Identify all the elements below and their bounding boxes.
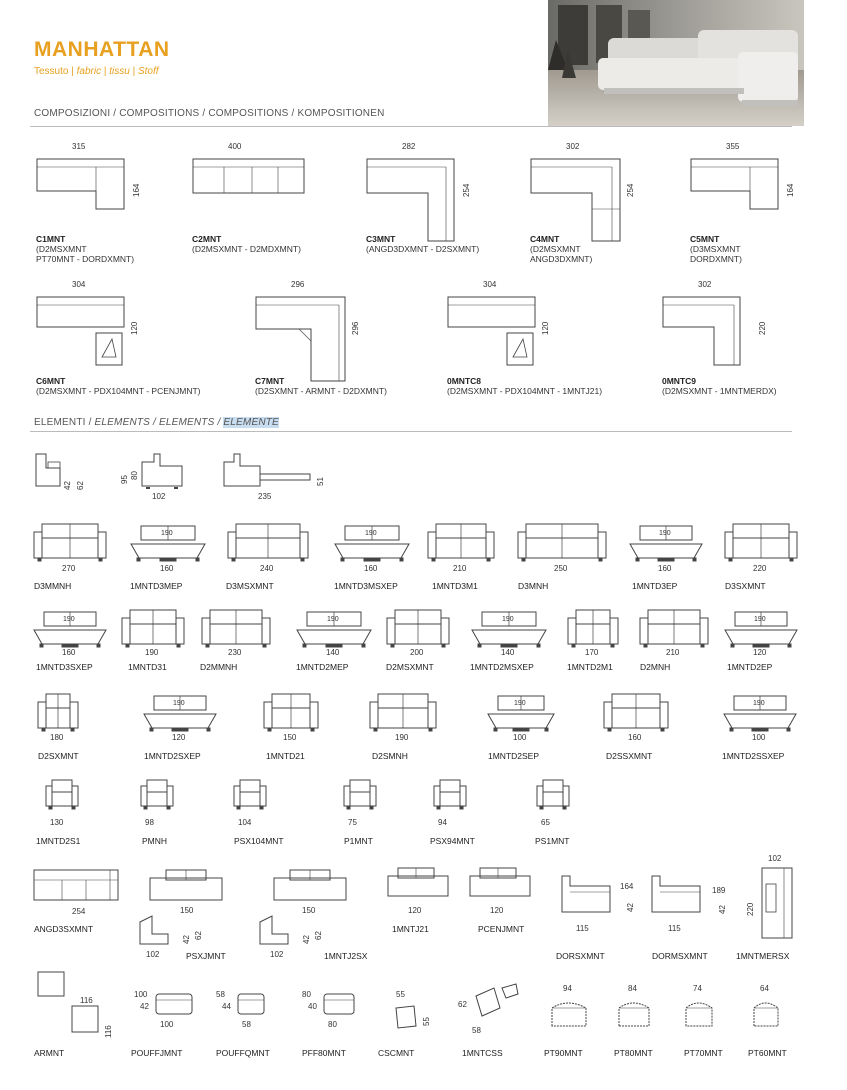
composition-c4mnt-height: 254 bbox=[626, 183, 635, 197]
element-psxjmnt-drawing bbox=[150, 866, 230, 906]
composition-c5mnt-desc2: DORDXMNT) bbox=[690, 254, 742, 264]
element-psx94mnt-drawing bbox=[434, 778, 474, 818]
composition-c6mnt-code: C6MNT bbox=[36, 376, 66, 386]
armrest-dim-42: 42 bbox=[63, 481, 72, 490]
composition-c4mnt-desc1: (D2MSXMNT bbox=[530, 244, 581, 254]
element-pt60mnt-drawing bbox=[752, 996, 788, 1036]
element-1mntcss-h: 62 bbox=[458, 1000, 467, 1009]
element-pt80mnt-label: PT80MNT bbox=[614, 1048, 653, 1058]
element-dormsxmnt-d: 42 bbox=[718, 905, 727, 914]
element-1mntmersx-drawing bbox=[762, 866, 802, 942]
composition-c4mnt-width: 302 bbox=[566, 142, 580, 151]
element-1mntcss-label: 1MNTCSS bbox=[462, 1048, 503, 1058]
element-d2ssxmnt-drawing bbox=[604, 692, 678, 738]
elements-heading bbox=[34, 417, 279, 428]
subtitle-en: fabric bbox=[76, 66, 102, 77]
seat-dim-95: 95 bbox=[120, 475, 129, 484]
subtitle-de: Stoff bbox=[137, 66, 159, 77]
element-psxjmnt-depth: 102 bbox=[146, 950, 160, 959]
material-subtitle: Tessuto | fabric | tissu | Stoff bbox=[34, 66, 159, 77]
compositions-divider bbox=[30, 126, 792, 127]
composition-c5mnt-code: C5MNT bbox=[690, 234, 720, 244]
composition-c1mnt-code: C1MNT bbox=[36, 234, 66, 244]
composition-c5mnt-width: 355 bbox=[726, 142, 740, 151]
element-1mntj2sx-label: 1MNTJ2SX bbox=[324, 951, 368, 961]
element-1mntd21-width: 150 bbox=[283, 733, 297, 742]
element-pouffqmnt-drawing bbox=[238, 992, 274, 1022]
element-1mntd31-label: 1MNTD31 bbox=[128, 662, 167, 672]
element-1mntd2ep-label: 1MNTD2EP bbox=[727, 662, 773, 672]
element-d2sxmnt-drawing bbox=[38, 692, 88, 738]
element-pt90mnt-label: PT90MNT bbox=[544, 1048, 583, 1058]
seat-dim-80: 80 bbox=[130, 471, 139, 480]
element-1mntj2sx-depth: 102 bbox=[270, 950, 284, 959]
element-armnt-width: 116 bbox=[80, 996, 93, 1005]
element-1mntd3msxep-drawing bbox=[335, 522, 419, 568]
element-cscmnt-drawing bbox=[392, 1004, 422, 1034]
element-pt80mnt-width: 84 bbox=[628, 984, 637, 993]
element-psx94mnt-width: 94 bbox=[438, 818, 447, 827]
element-dormsxmnt-label: DORMSXMNT bbox=[652, 951, 708, 961]
element-1mntd3sxep-width: 160 bbox=[62, 648, 76, 657]
element-1mntd2sep-drawing bbox=[488, 692, 564, 738]
element-d3mnh-drawing bbox=[518, 522, 616, 568]
element-d2mmnh-width: 230 bbox=[228, 648, 242, 657]
composition-c4mnt-code: C4MNT bbox=[530, 234, 560, 244]
element-pt90mnt-width: 94 bbox=[563, 984, 572, 993]
element-pouffjmnt-width: 100 bbox=[160, 1020, 174, 1029]
element-1mntd21-drawing bbox=[264, 692, 328, 738]
element-pcenjmnt-width: 120 bbox=[490, 906, 504, 915]
composition-0mntc8-code: 0MNTC8 bbox=[447, 376, 482, 386]
element-1mntd3msxep-seat: 190 bbox=[365, 530, 377, 537]
element-d3sxmnt-drawing bbox=[725, 522, 807, 568]
sofa-photo bbox=[548, 0, 804, 126]
element-d2smnh-label: D2SMNH bbox=[372, 751, 408, 761]
element-1mntd2mep-width: 140 bbox=[326, 648, 340, 657]
element-pt60mnt-label: PT60MNT bbox=[748, 1048, 787, 1058]
composition-c3mnt-desc1: (ANGD3DXMNT - D2SXMNT) bbox=[366, 244, 480, 254]
element-1mntd2msxep-seat: 190 bbox=[502, 616, 514, 623]
element-1mntd2ssxep-label: 1MNTD2SSXEP bbox=[722, 751, 785, 761]
element-1mntd2ssxep-drawing bbox=[724, 692, 806, 738]
element-psx104mnt-drawing bbox=[234, 778, 274, 818]
element-1mntd3ep-drawing bbox=[630, 522, 712, 568]
element-1mntd3m1-drawing bbox=[428, 522, 504, 568]
composition-c1mnt-height: 164 bbox=[132, 183, 141, 197]
composition-c5mnt-height: 164 bbox=[786, 183, 795, 197]
element-pouffjmnt-h1: 100 bbox=[134, 990, 148, 999]
element-dormsxmnt-drawing bbox=[650, 872, 710, 922]
composition-c3mnt-height: 254 bbox=[462, 183, 471, 197]
composition-c2mnt-desc1: (D2MSXMNT - D2MDXMNT) bbox=[192, 244, 301, 254]
element-1mntd3mep-drawing bbox=[131, 522, 215, 568]
element-1mntd3sxep-label: 1MNTD3SXEP bbox=[36, 662, 93, 672]
element-1mntd2mep-label: 1MNTD2MEP bbox=[296, 662, 349, 672]
element-dorsxmnt-h: 164 bbox=[620, 882, 634, 891]
element-1mntd2m1-width: 170 bbox=[585, 648, 599, 657]
element-pff80mnt-label: PFF80MNT bbox=[302, 1048, 346, 1058]
seat-profile-drawing bbox=[138, 450, 186, 494]
page-title: MANHATTAN bbox=[34, 38, 170, 61]
subtitle-it: Tessuto bbox=[34, 66, 69, 77]
element-1mntd3mep-label: 1MNTD3MEP bbox=[130, 581, 183, 591]
extended-dim-235: 235 bbox=[258, 492, 272, 501]
element-1mntj2sx-d1: 42 bbox=[302, 935, 311, 944]
element-pff80mnt-drawing bbox=[324, 992, 364, 1022]
element-1mntd2msxep-label: 1MNTD2MSXEP bbox=[470, 662, 534, 672]
element-1mntd2sep-seat: 190 bbox=[514, 700, 526, 707]
element-angd3sxmnt-label: ANGD3SXMNT bbox=[34, 924, 94, 934]
element-d2msxmnt-width: 200 bbox=[410, 648, 424, 657]
element-pt70mnt-drawing bbox=[684, 996, 722, 1036]
extended-seat-drawing bbox=[222, 452, 322, 492]
element-d3msxmnt-width: 240 bbox=[260, 564, 274, 573]
element-d3sxmnt-width: 220 bbox=[753, 564, 767, 573]
composition-0mntc9-code: 0MNTC9 bbox=[662, 376, 697, 386]
composition-c1mnt-desc1: (D2MSXMNT bbox=[36, 244, 87, 254]
elements-heading-de: ELEMENTE bbox=[223, 417, 279, 428]
element-1mntd2m1-label: 1MNTD2M1 bbox=[567, 662, 613, 672]
element-dorsxmnt-drawing bbox=[560, 872, 620, 922]
elements-divider bbox=[30, 431, 792, 432]
element-pt70mnt-width: 74 bbox=[693, 984, 702, 993]
element-pouffjmnt-label: POUFFJMNT bbox=[131, 1048, 183, 1058]
element-ps1mnt-label: PS1MNT bbox=[535, 836, 570, 846]
element-1mntd2sxep-label: 1MNTD2SXEP bbox=[144, 751, 201, 761]
element-p1mnt-drawing bbox=[344, 778, 384, 818]
composition-c7mnt-width: 296 bbox=[291, 280, 305, 289]
composition-c7mnt-code: C7MNT bbox=[255, 376, 285, 386]
element-d2ssxmnt-label: D2SSXMNT bbox=[606, 751, 653, 761]
element-1mntd2sep-label: 1MNTD2SEP bbox=[488, 751, 540, 761]
element-angd3sxmnt-drawing bbox=[34, 866, 124, 906]
element-pmnh-width: 98 bbox=[145, 818, 154, 827]
element-cscmnt-label: CSCMNT bbox=[378, 1048, 415, 1058]
element-d3mmnh-drawing bbox=[34, 522, 116, 568]
element-pouffqmnt-h2: 44 bbox=[222, 1002, 231, 1011]
element-1mntd3m1-width: 210 bbox=[453, 564, 467, 573]
element-1mntd3ep-label: 1MNTD3EP bbox=[632, 581, 678, 591]
composition-0mntc8-height: 120 bbox=[541, 321, 550, 335]
element-1mntd2ep-width: 120 bbox=[753, 648, 767, 657]
element-dorsxmnt-d: 42 bbox=[626, 903, 635, 912]
element-d3mnh-width: 250 bbox=[554, 564, 568, 573]
element-1mntd2ssxep-seat: 190 bbox=[753, 700, 765, 707]
element-pt80mnt-drawing bbox=[617, 996, 659, 1036]
element-1mntj2sx-d2: 62 bbox=[314, 931, 323, 940]
element-cscmnt-h: 55 bbox=[422, 1017, 431, 1026]
element-d2sxmnt-label: D2SXMNT bbox=[38, 751, 79, 761]
subtitle-fr: tissu bbox=[109, 66, 130, 77]
composition-c6mnt-height: 120 bbox=[130, 321, 139, 335]
composition-c1mnt-width: 315 bbox=[72, 142, 86, 151]
element-dormsxmnt-h: 189 bbox=[712, 886, 726, 895]
composition-0mntc9-desc1: (D2MSXMNT - 1MNTMERDX) bbox=[662, 386, 777, 396]
composition-c6mnt-desc1: (D2MSXMNT - PDX104MNT - PCENJMNT) bbox=[36, 386, 201, 396]
element-1mntd2sxep-drawing bbox=[144, 692, 226, 738]
composition-0mntc8-desc1: (D2MSXMNT - PDX104MNT - 1MNTJ21) bbox=[447, 386, 603, 396]
element-pt60mnt-width: 64 bbox=[760, 984, 769, 993]
extended-dim-51: 51 bbox=[316, 477, 325, 486]
element-1mntj21-width: 120 bbox=[408, 906, 422, 915]
element-dorsxmnt-width: 115 bbox=[576, 924, 589, 933]
element-1mntcss-drawing bbox=[472, 982, 522, 1022]
element-psx104mnt-label: PSX104MNT bbox=[234, 836, 284, 846]
composition-c7mnt-height: 296 bbox=[351, 321, 360, 335]
element-d2smnh-width: 190 bbox=[395, 733, 409, 742]
element-pouffqmnt-h1: 58 bbox=[216, 990, 225, 999]
composition-0mntc8-width: 304 bbox=[483, 280, 497, 289]
element-1mntd21-label: 1MNTD21 bbox=[266, 751, 305, 761]
element-1mntj2sx-width: 150 bbox=[302, 906, 316, 915]
element-d3msxmnt-label: D3MSXMNT bbox=[226, 581, 274, 591]
element-1mntd3msxep-width: 160 bbox=[364, 564, 378, 573]
element-1mntd2msxep-width: 140 bbox=[501, 648, 515, 657]
element-p1mnt-label: P1MNT bbox=[344, 836, 373, 846]
element-d2smnh-drawing bbox=[370, 692, 446, 738]
element-d3mmnh-width: 270 bbox=[62, 564, 76, 573]
element-d2ssxmnt-width: 160 bbox=[628, 733, 642, 742]
composition-c2mnt-code: C2MNT bbox=[192, 234, 222, 244]
element-d2mnh-label: D2MNH bbox=[640, 662, 671, 672]
element-psxjmnt-d2: 62 bbox=[194, 931, 203, 940]
element-1mntd2s1-width: 130 bbox=[50, 818, 64, 827]
element-d3msxmnt-drawing bbox=[228, 522, 318, 568]
element-1mntd2mep-seat: 190 bbox=[327, 616, 339, 623]
element-d2mnh-width: 210 bbox=[666, 648, 680, 657]
element-1mntj2sx-side-drawing bbox=[258, 914, 298, 950]
element-1mntd3m1-label: 1MNTD3M1 bbox=[432, 581, 478, 591]
element-1mntd31-width: 190 bbox=[145, 648, 159, 657]
element-1mntd2sxep-seat: 190 bbox=[173, 700, 185, 707]
element-pmnh-label: PMNH bbox=[142, 836, 168, 846]
element-d2sxmnt-width: 180 bbox=[50, 733, 64, 742]
element-1mntd3sxep-seat: 190 bbox=[63, 616, 75, 623]
element-pt70mnt-label: PT70MNT bbox=[684, 1048, 723, 1058]
composition-c6mnt-width: 304 bbox=[72, 280, 86, 289]
element-ps1mnt-width: 65 bbox=[541, 818, 550, 827]
element-pouffjmnt-h2: 42 bbox=[140, 1002, 149, 1011]
armrest-dim-62: 62 bbox=[76, 481, 85, 490]
element-d2msxmnt-label: D2MSXMNT bbox=[386, 662, 434, 672]
element-pcenjmnt-drawing bbox=[470, 864, 540, 900]
element-1mntmersx-h: 220 bbox=[746, 902, 755, 916]
element-dormsxmnt-width: 115 bbox=[668, 924, 681, 933]
element-pouffqmnt-label: POUFFQMNT bbox=[216, 1048, 270, 1058]
element-p1mnt-width: 75 bbox=[348, 818, 357, 827]
composition-c3mnt-width: 282 bbox=[402, 142, 416, 151]
element-1mntd2s1-drawing bbox=[46, 778, 86, 818]
element-pff80mnt-h1: 80 bbox=[302, 990, 311, 999]
elements-heading-en-fr: ELEMENTS / ELEMENTS / bbox=[94, 417, 224, 428]
element-pff80mnt-width: 80 bbox=[328, 1020, 337, 1029]
elements-heading-it: ELEMENTI / bbox=[34, 417, 95, 428]
composition-c2mnt-width: 400 bbox=[228, 142, 242, 151]
element-1mntd3msxep-label: 1MNTD3MSXEP bbox=[334, 581, 398, 591]
composition-c3mnt-code: C3MNT bbox=[366, 234, 396, 244]
element-1mntj2sx-drawing bbox=[274, 866, 354, 906]
element-pcenjmnt-label: PCENJMNT bbox=[478, 924, 525, 934]
element-1mntd2ssxep-width: 100 bbox=[752, 733, 766, 742]
element-1mntd3mep-width: 160 bbox=[160, 564, 174, 573]
composition-c1mnt-desc2: PT70MNT - DORDXMNT) bbox=[36, 254, 135, 264]
element-psxjmnt-label: PSXJMNT bbox=[186, 951, 226, 961]
element-dorsxmnt-label: DORSXMNT bbox=[556, 951, 605, 961]
element-d3sxmnt-label: D3SXMNT bbox=[725, 581, 766, 591]
element-1mntj21-drawing bbox=[388, 864, 458, 900]
element-1mntd3ep-seat: 190 bbox=[659, 530, 671, 537]
element-pmnh-drawing bbox=[141, 778, 181, 818]
element-pff80mnt-h2: 40 bbox=[308, 1002, 317, 1011]
element-1mntcss-width: 58 bbox=[472, 1026, 481, 1035]
composition-0mntc9-width: 302 bbox=[698, 280, 712, 289]
element-1mntmersx-label: 1MNTMERSX bbox=[736, 951, 790, 961]
element-1mntd2ep-seat: 190 bbox=[754, 616, 766, 623]
element-psx94mnt-label: PSX94MNT bbox=[430, 836, 475, 846]
element-d2mmnh-label: D2MMNH bbox=[200, 662, 238, 672]
element-psxjmnt-side-drawing bbox=[138, 914, 178, 950]
composition-c5mnt-desc1: (D3MSXMNT bbox=[690, 244, 741, 254]
element-d3mmnh-label: D3MMNH bbox=[34, 581, 72, 591]
element-pouffqmnt-width: 58 bbox=[242, 1020, 251, 1029]
element-pouffjmnt-drawing bbox=[156, 992, 202, 1022]
element-1mntj21-label: 1MNTJ21 bbox=[392, 924, 429, 934]
element-armnt-drawing bbox=[34, 970, 104, 1040]
element-pt90mnt-drawing bbox=[550, 996, 596, 1036]
element-ps1mnt-drawing bbox=[537, 778, 577, 818]
composition-c4mnt-desc2: ANGD3DXMNT) bbox=[530, 254, 593, 264]
element-1mntmersx-width: 102 bbox=[768, 854, 782, 863]
composition-0mntc9-height: 220 bbox=[758, 321, 767, 335]
element-1mntd2sxep-width: 120 bbox=[172, 733, 186, 742]
element-psxjmnt-width: 150 bbox=[180, 906, 194, 915]
composition-c7mnt-desc1: (D2SXMNT - ARMNT - D2DXMNT) bbox=[255, 386, 387, 396]
element-angd3sxmnt-width: 254 bbox=[72, 907, 86, 916]
element-cscmnt-width: 55 bbox=[396, 990, 405, 999]
element-1mntd3ep-width: 160 bbox=[658, 564, 672, 573]
compositions-heading: COMPOSIZIONI / COMPOSITIONS / COMPOSITIONS / KOMPOSITIONEN bbox=[34, 108, 385, 119]
element-armnt-h: 116 bbox=[104, 1025, 113, 1038]
element-d3mnh-label: D3MNH bbox=[518, 581, 549, 591]
element-psx104mnt-width: 104 bbox=[238, 818, 252, 827]
element-1mntd2sep-width: 100 bbox=[513, 733, 527, 742]
element-psxjmnt-d1: 42 bbox=[182, 935, 191, 944]
element-1mntd2s1-label: 1MNTD2S1 bbox=[36, 836, 81, 846]
element-1mntd3mep-seat: 190 bbox=[161, 530, 173, 537]
element-armnt-label: ARMNT bbox=[34, 1048, 65, 1058]
seat-dim-102: 102 bbox=[152, 492, 166, 501]
